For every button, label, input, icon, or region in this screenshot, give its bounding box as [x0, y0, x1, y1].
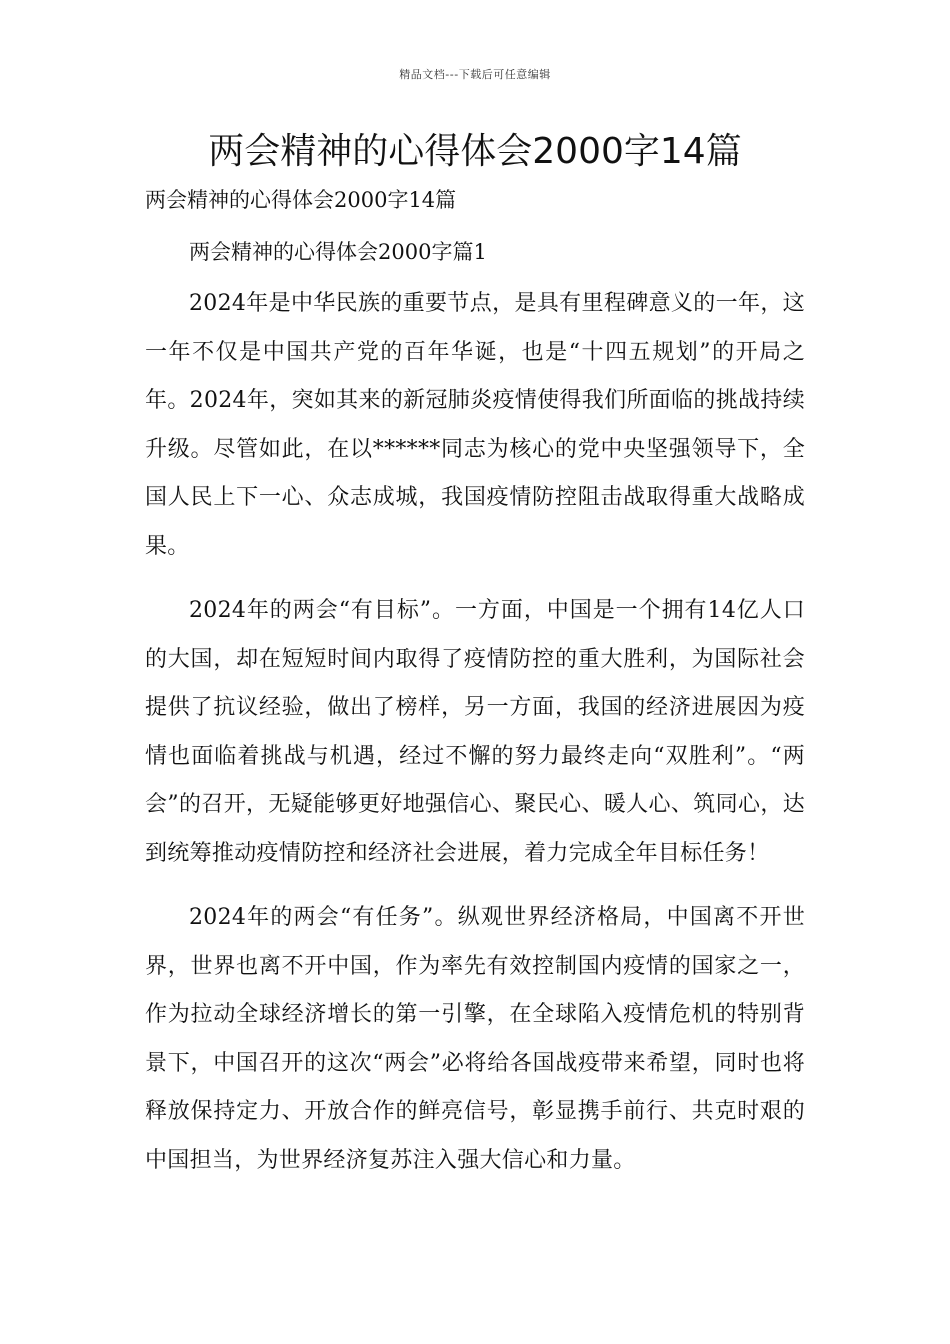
- page-title: 两会精神的心得体会2000字14篇: [208, 131, 742, 172]
- paragraph-2: 2024年的两会“有目标”。一方面，中国是一个拥有14亿人口的大国，却在短短时间内取得了疫情防控的重大胜利，为国际社会提供了抗议经验，做出了榜样，另一方面，我国的经济进展因为疫情也面临着挑战与机遇，经过不懈的努力最终走向“双胜利”。“两会”的召开，无疑能够更好地强信心、聚民心、暖人心、筑同心，达到统筹推动疫情防控和经济社会进展，着力完成全年目标任务！: [145, 598, 805, 866]
- document-subtitle: 两会精神的心得体会2000字14篇: [145, 188, 457, 212]
- section-heading: 两会精神的心得体会2000字篇1: [189, 240, 487, 264]
- paragraph-1: 2024年是中华民族的重要节点，是具有里程碑意义的一年，这一年不仅是中国共产党的百年华诞，也是“十四五规划”的开局之年。2024年，突如其来的新冠肺炎疫情使得我们所面临的挑战持续升级。尽管如此，在以******同志为核心的党中央坚强领导下，全国人民上下一心、众志成城，我国疫情防控阻击战取得重大战略成果。: [145, 291, 805, 559]
- body-text: [145, 280, 805, 1201]
- paragraph-3: 2024年的两会“有任务”。纵观世界经济格局，中国离不开世界，世界也离不开中国，作为率先有效控制国内疫情的国家之一，作为拉动全球经济增长的第一引擎，在全球陷入疫情危机的特别背景下，中国召开的这次“两会”必将给各国战疫带来希望，同时也将释放保持定力、开放合作的鲜亮信号，彰显携手前行、共克时艰的中国担当，为世界经济复苏注入强大信心和力量。: [145, 905, 805, 1173]
- header-note: 精品文档---下载后可任意编辑: [399, 68, 551, 81]
